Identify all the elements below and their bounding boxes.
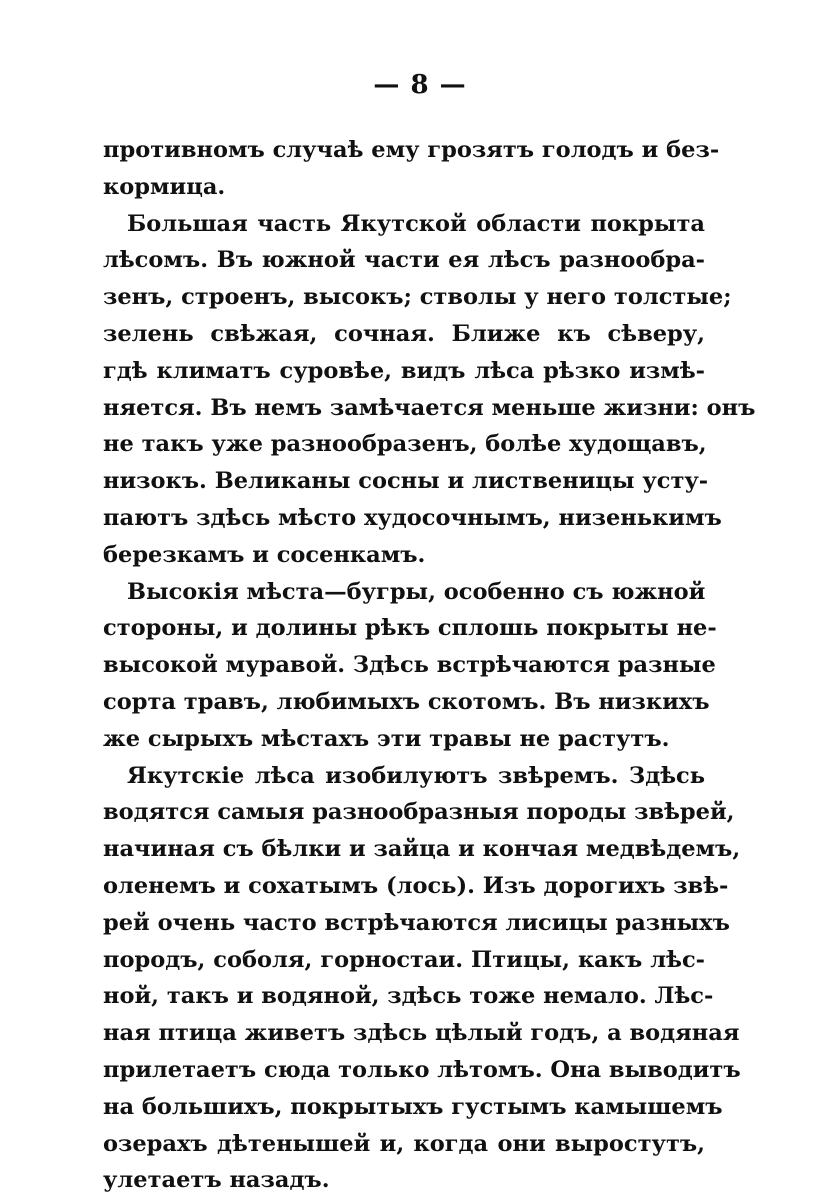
text-line: сорта травъ, любимыхъ скотомъ. Въ низкихъ — [103, 688, 710, 715]
text-line: породъ, соболя, горностаи. Птицы, какъ лѣс- — [103, 946, 705, 973]
text-line: оленемъ и сохатымъ (лось). Изъ дорогихъ звѣ- — [103, 872, 729, 899]
text-line: стороны, и долины рѣкъ сплошь покрыты не- — [103, 615, 717, 642]
text-line: озерахъ дѣтенышей и, когда они выростутъ, — [103, 1130, 705, 1157]
text-line: зенъ, строенъ, высокъ; стволы у него толстые; — [103, 284, 732, 311]
text-line: лѣсомъ. Въ южной части ея лѣсъ разнообра- — [103, 247, 705, 274]
text-line: паютъ здѣсь мѣсто худосочнымъ, низенькимъ — [103, 504, 722, 531]
text-line: березкамъ и сосенкамъ. — [103, 541, 426, 568]
page-number: — 8 — — [373, 70, 467, 100]
text-line: зелень свѣжая, сочная. Ближе къ сѣверу, — [103, 320, 705, 347]
text-line: ной, такъ и водяной, здѣсь тоже немало. Лѣс- — [103, 983, 714, 1010]
text-line: улетаетъ назадъ. — [103, 1167, 330, 1194]
text-line: гдѣ климатъ суровѣе, видъ лѣса рѣзко измѣ- — [103, 357, 705, 384]
text-line: кормица. — [103, 173, 226, 200]
text-line: не такъ уже разнообразенъ, болѣе худощавъ, — [103, 431, 707, 458]
text-line: рей очень часто встрѣчаются лисицы разныхъ — [103, 909, 730, 936]
text-line: высокой муравой. Здѣсь встрѣчаются разные — [103, 652, 716, 679]
text-line: ная птица живетъ здѣсь цѣлый годъ, а водяная — [103, 1020, 740, 1047]
text-line: низокъ. Великаны сосны и лиственицы усту- — [103, 468, 709, 495]
text-line: прилетаетъ сюда только лѣтомъ. Она выводитъ — [103, 1056, 741, 1083]
text-line: водятся самыя разнообразныя породы звѣрей, — [103, 799, 735, 826]
paragraph-start-line: Большая часть Якутской области покрыта — [127, 210, 705, 237]
text-line: на большихъ, покрытыхъ густымъ камышемъ — [103, 1093, 723, 1120]
body-text — [103, 132, 756, 1199]
text-line: няется. Въ немъ замѣчается меньше жизни: онъ — [103, 394, 756, 421]
paragraph-start-line: Высокія мѣста—бугры, особенно съ южной — [127, 578, 706, 605]
text-line: начиная съ бѣлки и зайца и кончая медвѣдемъ, — [103, 836, 741, 863]
paragraph-start-line: Якутскіе лѣса изобилуютъ звѣремъ. Здѣсь — [127, 762, 705, 789]
text-line: противномъ случаѣ ему грозятъ голодъ и без- — [103, 137, 720, 163]
text-line: же сырыхъ мѣстахъ эти травы не растутъ. — [103, 725, 670, 752]
